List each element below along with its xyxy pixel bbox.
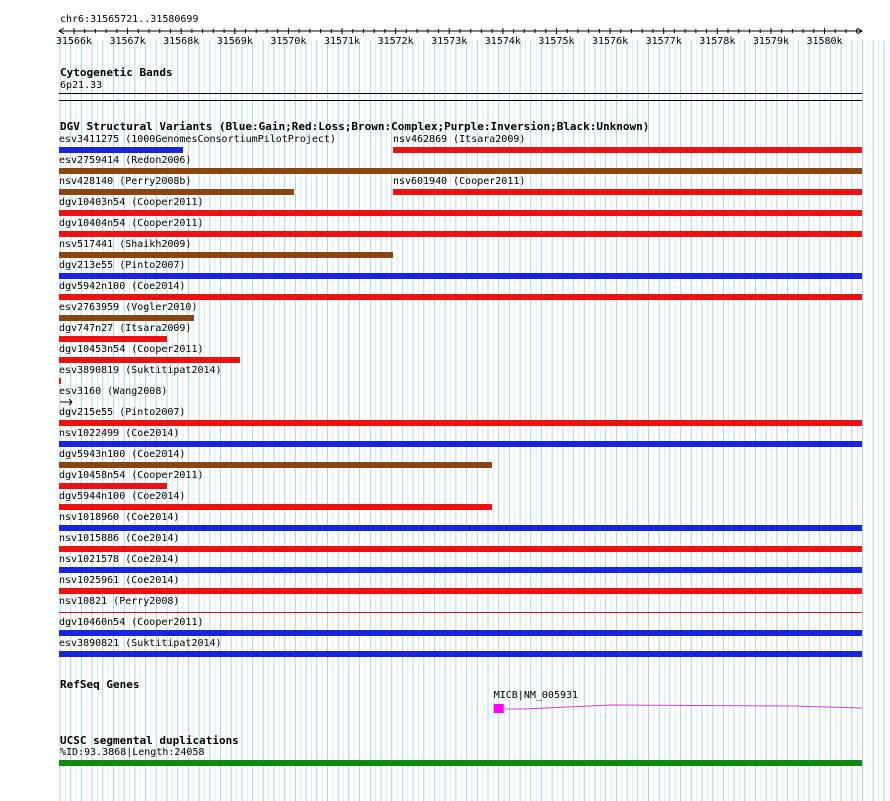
variant-label: esv3890819 (Suktitipat2014) (59, 365, 222, 376)
ruler-tick-label: 31579k (752, 36, 789, 47)
variant-label: dgv215e55 (Pinto2007) (59, 407, 186, 418)
variant-label: nsv1018960 (Coe2014) (59, 512, 180, 523)
variant-label: dgv5942n100 (Coe2014) (59, 281, 186, 292)
segdup-label: %ID:93.3868|Length:24058 (60, 747, 205, 758)
ruler-tick-label: 31575k (538, 36, 575, 47)
variant-bar[interactable] (59, 168, 862, 174)
variant-bar[interactable] (59, 231, 862, 237)
coordinate-ruler (0, 24, 890, 50)
variant-label: esv2759414 (Redon2006) (59, 155, 192, 166)
variant-bar[interactable] (393, 189, 862, 195)
variant-bar[interactable] (393, 147, 862, 153)
variant-label: dgv10404n54 (Cooper2011) (59, 218, 204, 229)
variant-arrow-icon[interactable] (59, 397, 79, 407)
variant-bar[interactable] (59, 651, 862, 657)
variant-label: dgv747n27 (Itsara2009) (59, 323, 192, 334)
ruler-tick-label: 31569k (216, 36, 253, 47)
ruler-tick-label: 31567k (109, 36, 146, 47)
variant-bar[interactable] (59, 210, 862, 216)
ruler-tick-label: 31574k (484, 36, 521, 47)
ruler-tick-label: 31580k (806, 36, 843, 47)
variant-label: nsv428140 (Perry2008b) (59, 176, 192, 187)
variant-label: dgv5943n100 (Coe2014) (59, 449, 186, 460)
ruler-tick-label: 31570k (270, 36, 307, 47)
variant-label: nsv517441 (Shaikh2009) (59, 239, 192, 250)
locus-label: chr6:31565721..31580699 (60, 14, 199, 25)
ruler-tick-label: 31577k (645, 36, 682, 47)
gene-exon[interactable] (494, 704, 504, 713)
segdup-bar[interactable] (59, 760, 862, 766)
variant-label: esv3160 (Wang2008) (59, 386, 168, 397)
variant-label: nsv601940 (Cooper2011) (392, 176, 526, 187)
variant-bar[interactable] (59, 189, 294, 195)
cytoband-track-title: Cytogenetic Bands (60, 66, 173, 79)
variant-bar[interactable] (59, 588, 862, 594)
variant-label: dgv10460n54 (Cooper2011) (59, 617, 204, 628)
variant-label: esv2763959 (Vogler2010) (59, 302, 198, 313)
ruler-tick-label: 31573k (431, 36, 468, 47)
variant-label: dgv10403n54 (Cooper2011) (59, 197, 204, 208)
variant-bar[interactable] (59, 357, 240, 363)
variant-bar[interactable] (59, 567, 862, 573)
variant-label: esv3411275 (1000GenomesConsortiumPilotProject) (59, 134, 336, 145)
ruler-tick-label: 31576k (592, 36, 629, 47)
variant-label: nsv1021578 (Coe2014) (59, 554, 180, 565)
cytoband-line-bottom (59, 100, 862, 101)
variant-label: nsv1025961 (Coe2014) (59, 575, 180, 586)
variant-bar[interactable] (59, 336, 167, 342)
variant-bar[interactable] (59, 315, 194, 321)
variant-bar[interactable] (59, 294, 862, 300)
variant-label: nsv1015886 (Coe2014) (59, 533, 180, 544)
gene-intron (504, 705, 862, 709)
variant-label: nsv10821 (Perry2008) (59, 596, 180, 607)
variant-label: dgv5944n100 (Coe2014) (59, 491, 186, 502)
variant-label: esv3890821 (Suktitipat2014) (59, 638, 222, 649)
ruler-tick-label: 31568k (163, 36, 200, 47)
variant-label: dgv213e55 (Pinto2007) (59, 260, 186, 271)
variant-bar[interactable] (59, 462, 492, 468)
segdup-track-title: UCSC segmental duplications (60, 734, 239, 747)
variant-bar[interactable] (59, 504, 492, 510)
cytoband-label: 6p21.33 (60, 80, 103, 91)
ruler-tick-label: 31571k (323, 36, 361, 47)
variant-bar[interactable] (59, 525, 862, 531)
variant-bar[interactable] (59, 378, 61, 384)
variant-bar[interactable] (59, 420, 862, 426)
variant-bar[interactable] (59, 441, 862, 447)
ruler-tick-label: 31566k (55, 36, 93, 47)
variant-label: dgv10458n54 (Cooper2011) (59, 470, 204, 481)
variant-label: nsv462869 (Itsara2009) (392, 134, 526, 145)
ruler-tick-label: 31572k (377, 36, 414, 47)
variant-bar[interactable] (59, 612, 862, 613)
variant-bar[interactable] (59, 483, 167, 489)
dgv-track-title: DGV Structural Variants (Blue:Gain;Red:Loss;Brown:Complex;Purple:Inversion;Black:Unknown) (60, 120, 650, 133)
variant-bar[interactable] (59, 147, 183, 153)
variant-bar[interactable] (59, 273, 862, 279)
variant-bar[interactable] (59, 546, 862, 552)
gene-model[interactable] (0, 698, 890, 718)
variant-label: nsv1022499 (Coe2014) (59, 428, 180, 439)
variant-bar[interactable] (59, 630, 862, 636)
variant-bar[interactable] (59, 252, 393, 258)
gene-label[interactable]: MICB|NM_005931 (493, 690, 579, 701)
refseq-track-title: RefSeq Genes (60, 678, 140, 691)
variant-label: dgv10453n54 (Cooper2011) (59, 344, 204, 355)
ruler-tick-label: 31578k (699, 36, 736, 47)
cytoband-line-top (59, 93, 862, 94)
